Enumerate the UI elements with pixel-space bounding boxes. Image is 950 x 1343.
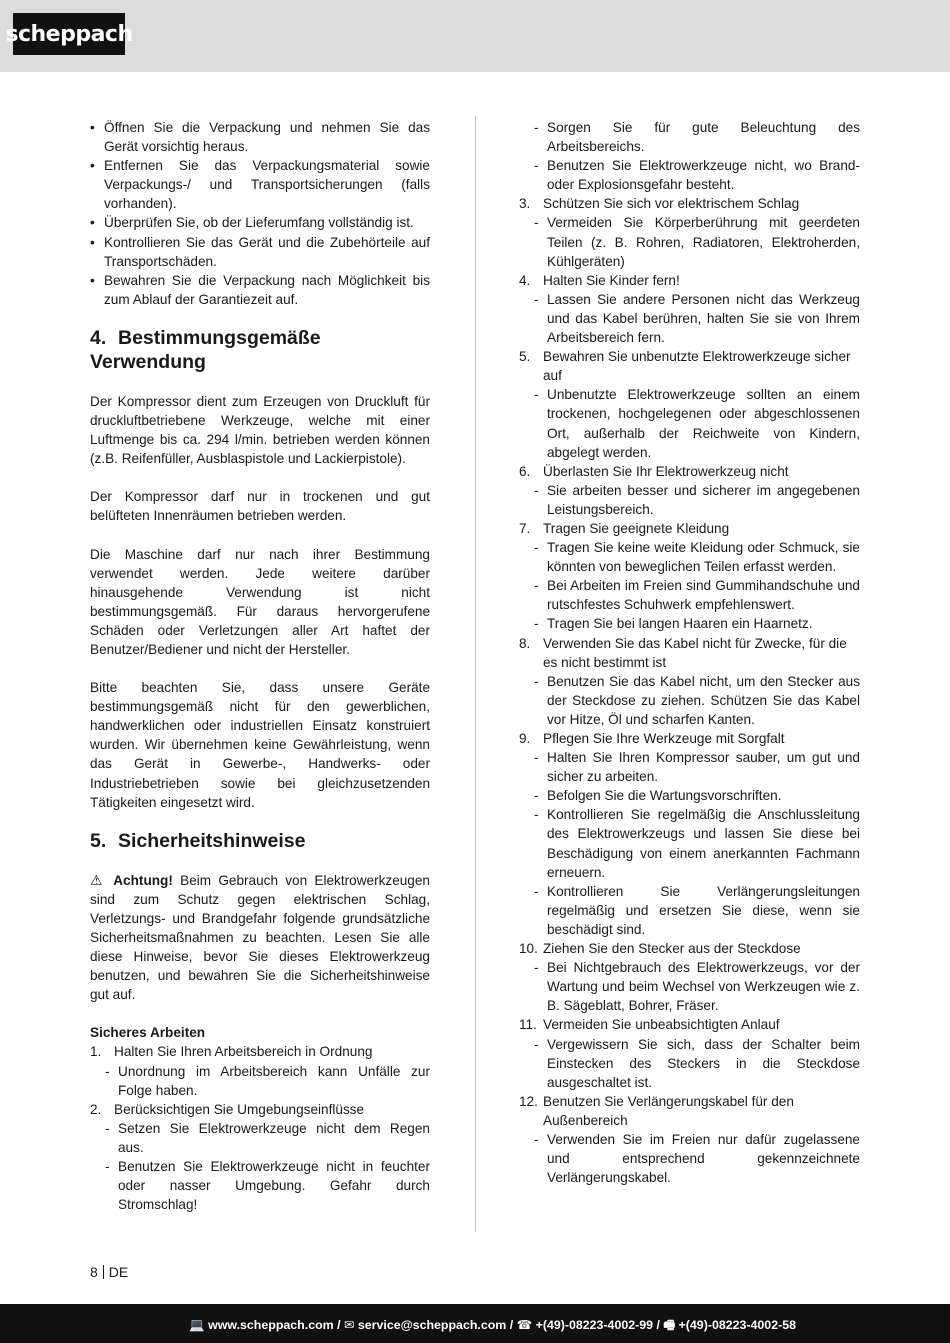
- phone-number: +(49)-08223-4002-99: [535, 1318, 654, 1332]
- column-divider: [475, 116, 476, 1231]
- numbered-item: 12. Benutzen Sie Verlängerungskabel für den Außenbereich: [519, 1093, 794, 1128]
- dash-item: - Sie arbeiten besser und sicherer im angegebenen Leistungsbereich.: [534, 482, 860, 517]
- left-column: [90, 118, 430, 1214]
- list-item: • Entfernen Sie das Verpackungsmaterial sowie Verpackungs-/ und Transportsicherungen (falls vorhanden).: [90, 158, 430, 212]
- paragraph: Der Kompressor darf nur in trockenen und gut belüfteten Innenräumen betrieben werden.: [90, 489, 430, 524]
- section-heading: 4. Bestimmungsgemäße Verwendung: [90, 326, 321, 373]
- numbered-item: 8. Verwenden Sie das Kabel nicht für Zwecke, für die es nicht bestimmt ist: [519, 635, 847, 670]
- section-heading: 5. Sicherheitshinweise: [90, 829, 306, 852]
- list-item: • Überprüfen Sie, ob der Lieferumfang vollständig ist.: [90, 215, 414, 231]
- dash-item: - Halten Sie Ihren Kompressor sauber, um gut und sicher zu arbeiten.: [534, 750, 860, 785]
- fax-number: +(49)-08223-4002-58: [678, 1318, 796, 1332]
- warning-label: Achtung!: [113, 872, 173, 888]
- website-link[interactable]: www.scheppach.com: [208, 1318, 334, 1332]
- numbered-item: 11. Vermeiden Sie unbeabsichtigten Anlauf: [519, 1017, 780, 1033]
- dash-item: - Vermeiden Sie Körperberührung mit geerdeten Teilen (z. B. Rohren, Radiatoren, Elektroherden, Kühlgeräten): [534, 215, 860, 269]
- numbered-item: 1. Halten Sie Ihren Arbeitsbereich in Ordnung: [90, 1044, 373, 1060]
- dash-item: - Bei Arbeiten im Freien sind Gummihandschuhe und rutschfestes Schuhwerk empfehlenswert.: [534, 578, 860, 613]
- numbered-item: 7. Tragen Sie geeignete Kleidung: [519, 520, 730, 536]
- paragraph: Die Maschine darf nur nach ihrer Bestimmung verwendet werden. Jede weitere darüber hinausgehende Verwendung ist nicht bestimmungsgemäß. Für daraus hervorgerufene Schäden oder Verletzungen aller Art haftet der Benutzer/Bediener und nicht der Hersteller.: [90, 546, 430, 657]
- numbered-item: 3. Schützen Sie sich vor elektrischem Schlag: [519, 196, 800, 212]
- numbered-item: 10. Ziehen Sie den Stecker aus der Steckdose: [519, 941, 801, 957]
- dash-item: - Setzen Sie Elektrowerkzeuge nicht dem Regen aus.: [105, 1120, 430, 1155]
- dash-item: - Kontrollieren Sie regelmäßig die Anschlussleitung des Elektrowerkzeugs und lassen Sie diese bei Beschädigung von einem anerkannten Fachmann erneuern.: [534, 807, 860, 880]
- numbered-item: 9. Pflegen Sie Ihre Werkzeuge mit Sorgfalt: [519, 731, 785, 746]
- dash-item: - Benutzen Sie das Kabel nicht, um den Stecker aus der Steckdose zu ziehen. Schützen Sie das Kabel vor Hitze, Öl und scharfen Kanten.: [534, 673, 860, 727]
- email-link[interactable]: service@scheppach.com: [357, 1318, 507, 1332]
- dash-item: - Unbenutzte Elektrowerkzeuge sollten an einem trockenen, hochgelegenen oder abgeschlossenen Ort, außerhalb der Reichweite von Kindern, abgelegt werden.: [534, 387, 860, 460]
- footer-contact: 💻 www.scheppach.com / ✉ service@scheppach.com / ☎ +(49)-08223-4002-99 / 🖷 +(49)-08223-4002-58: [189, 1318, 796, 1332]
- paragraph: Bitte beachten Sie, dass unsere Geräte bestimmungsgemäß nicht für den gewerblichen, handwerklichen oder industriellen Einsatz konstruiert wurden. Wir übernehmen keine Gewährleistung, wenn das Gerät in Gewerbe-, Handwerks- oder Industriebetrieben sowie bei gleichzusetzenden Tätigkeiten eingesetzt wird.: [90, 680, 430, 810]
- computer-icon: 💻: [189, 1318, 205, 1332]
- numbered-item: 5. Bewahren Sie unbenutzte Elektrowerkzeuge sicher auf: [519, 349, 851, 384]
- dash-item: - Vergewissern Sie sich, dass der Schalter beim Einstecken des Steckers in die Steckdose ausgeschaltet ist.: [534, 1036, 860, 1090]
- page-number: 8 DE: [90, 1264, 129, 1280]
- list-item: • Kontrollieren Sie das Gerät und die Zubehörteile auf Transportschäden.: [90, 234, 430, 269]
- mail-icon: ✉: [344, 1318, 355, 1332]
- dash-item: - Verwenden Sie im Freien nur dafür zugelassene und entsprechend gekennzeichnete Verlängerungskabel.: [534, 1131, 860, 1186]
- dash-item: - Benutzen Sie Elektrowerkzeuge nicht in feuchter oder nasser Umgebung. Gefahr durch Stromschlag!: [105, 1159, 430, 1213]
- dash-item: - Tragen Sie keine weite Kleidung oder Schmuck, sie könnten von beweglichen Teilen erfasst werden.: [534, 540, 860, 575]
- brand-logo: scheppach: [13, 13, 125, 55]
- dash-item: - Befolgen Sie die Wartungsvorschriften.: [534, 788, 782, 804]
- dash-item: - Benutzen Sie Elektrowerkzeuge nicht, wo Brand- oder Explosionsgefahr besteht.: [534, 158, 860, 193]
- dash-item: - Unordnung im Arbeitsbereich kann Unfälle zur Folge haben.: [105, 1063, 430, 1098]
- footer-band: [0, 1304, 950, 1343]
- dash-item: - Bei Nichtgebrauch des Elektrowerkzeugs, vor der Wartung und beim Wechsel von Werkzeugen wie z. B. Sägeblatt, Bohrer, Fräser.: [534, 960, 860, 1014]
- dash-item: - Lassen Sie andere Personen nicht das Werkzeug und das Kabel berühren, halten Sie sie von Ihrem Arbeitsbereich fern.: [534, 291, 860, 346]
- subheading: Sicheres Arbeiten: [90, 1025, 206, 1041]
- warning-icon: ⚠: [90, 871, 106, 888]
- header-band: [0, 0, 950, 72]
- fax-icon: 🖷: [663, 1318, 676, 1332]
- warning-paragraph: ⚠ Achtung! Beim Gebrauch von Elektrowerkzeugen sind zum Schutz gegen elektrischen Schlag, Verletzungs- und Brandgefahr folgende grundsätzliche Sicherheitsmaßnahmen zu beachten. Lesen Sie alle diese Hinweise, bevor Sie dieses Elektrowerkzeug benutzen, und bewahren Sie die Sicherheitshinweise gut auf.: [90, 871, 430, 1003]
- numbered-item: 2. Berücksichtigen Sie Umgebungseinflüsse: [90, 1101, 365, 1117]
- numbered-item: 4. Halten Sie Kinder fern!: [519, 272, 680, 288]
- list-item: • Bewahren Sie die Verpackung nach Möglichkeit bis zum Ablauf der Garantiezeit auf.: [90, 272, 430, 307]
- list-item: • Öffnen Sie die Verpackung und nehmen Sie das Gerät vorsichtig heraus.: [90, 120, 430, 155]
- paragraph: Der Kompressor dient zum Erzeugen von Druckluft für druckluftbetriebene Werkzeuge, welche mit einer Luftmenge bis ca. 294 l/min. betrieben werden können (z.B. Reifenfüller, Ausblaspistole und Lackierpistole).: [90, 393, 430, 467]
- dash-item: - Kontrollieren Sie Verlängerungsleitungen regelmäßig und ersetzen Sie diese, wenn sie beschädigt sind.: [534, 883, 860, 937]
- numbered-item: 6. Überlasten Sie Ihr Elektrowerkzeug nicht: [519, 463, 789, 479]
- dash-item: - Sorgen Sie für gute Beleuchtung des Arbeitsbereichs.: [534, 120, 860, 155]
- right-column: [519, 118, 860, 1187]
- phone-icon: ☎: [516, 1318, 533, 1332]
- dash-item: - Tragen Sie bei langen Haaren ein Haarnetz.: [534, 616, 813, 632]
